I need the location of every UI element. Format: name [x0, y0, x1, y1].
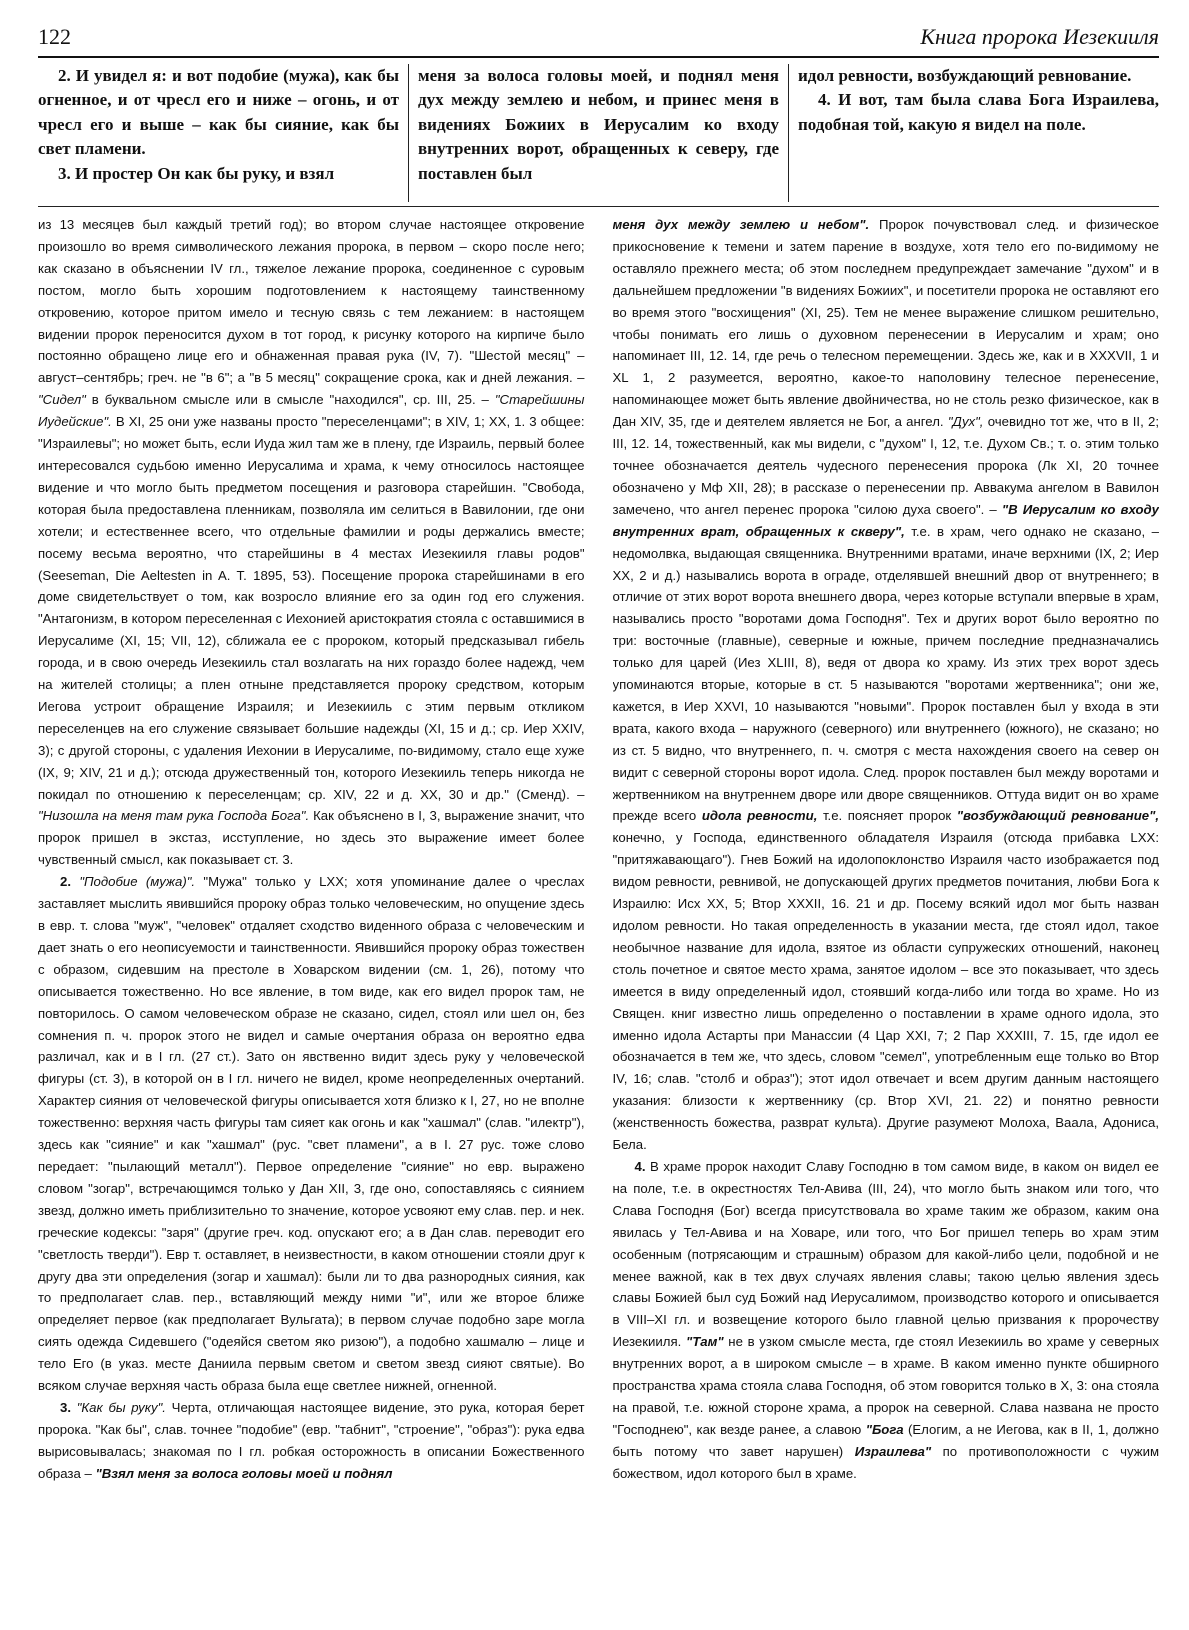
verse-3-middle: меня за волоса головы моей, и поднял меня дух между землею и небом, и принес меня в видениях Божиих в Иерусалим ко входу внутренних ворот, обращенных к северу, где поставлен был	[418, 66, 779, 183]
text-run: т.е. поясняет пророк	[822, 808, 952, 824]
scripture-column-1	[38, 64, 408, 202]
commentary-paragraph-verse-4	[613, 1156, 1160, 1485]
quote-run: "Подобие (мужа)".	[79, 874, 196, 890]
commentary-paragraph	[613, 214, 1160, 1156]
commentary-paragraph	[38, 214, 585, 871]
quote-run: Израилева"	[854, 1443, 932, 1459]
text-run: по противоположности с чужим божеством, идол которого был в храме.	[612, 1443, 1159, 1481]
text-run: (Елогим, а не Иегова, как в II, 1, должно быть потому что завет нарушен)	[612, 1421, 1159, 1459]
quote-run: "Сидел"	[38, 392, 86, 408]
page-number: 122	[38, 24, 71, 49]
commentary-column-right	[613, 214, 1160, 1614]
text-run: из 13 месяцев был каждый третий год); во втором случае настоящее откровение произошло во время символического лежания пророка, в первом – скоро после него; как сказано в объяснении IV гл., тяжелое лежание пророка, соединенное с суровым постом, могло быть хорошим подготовлением к настоящему таинственному откровению, которое притом имело и тесную связь с тем лежанием: в настоящем видении пророк переносится духом в тот город, к рисунку которого на кирпиче было постоянно обращено лице его и обнаженная правая рука (IV, 7). "Шестой месяц" – август–сентябрь; греч. не "в 6"; а "в 5 месяц" сокращение срока, как и дней лежания. –	[38, 217, 585, 386]
text-run: В храме пророк находит Славу Господню в том самом виде, в каком он видел ее на поле, т.е. в окрестностях Тел-Авива (III, 24), что могло быть знаком или того, что Слава Господня (Бог) всегда присутствовала во храме таким же образом, каким она явилась у Тел-Авива и на Ховаре, или того, что Бог пришел теперь во храм этим особенным (потрясающим и страшным) образом для какой-либо цели, подобной и не менее важной, как в тех двух случаях явления славы; такою целью явления здесь славы Божией был суд Божий над Иерусалимом, производство которого и описывается в VIII–XI гл. и возвещение которого было главной целью призвания к пророчеству Иезекииля.	[612, 1158, 1159, 1350]
verse-2: 2. И увидел я: и вот подобие (мужа), как бы огненное, и от чресл его и ниже – огонь, и от чресл его и выше – как бы сияние, как бы свет пламени.	[38, 66, 399, 159]
section-divider	[38, 206, 1159, 207]
scripture-column-2	[408, 64, 788, 202]
commentary-column-left	[38, 214, 585, 1614]
running-title: Книга пророка Иезекииля	[920, 24, 1159, 49]
quote-run: меня дух между землею и небом".	[612, 217, 870, 232]
quote-run: "Низошла на меня там рука Господа Бога".	[38, 808, 310, 824]
commentary-paragraph-verse-3	[38, 1397, 585, 1485]
text-run: т.е. в храм, чего однако не сказано, – недомолвка, выдающая священника. Внутренними вратами, иначе верхними (IX, 2; Иер XX, 2 и д.) назывались ворота в ограде, отделявшей внешний двор от внутреннего; в отличие от этих ворот ворота внешнего двора, через которые вступали впервые в храм, назывались просто "воротами дома Господня". Тех и других ворот было вероятно по три: восточные (главные), северные и южные, причем последние предназначались только для царей (Иез XLIII, 8), ведя от двора ко храму. Из этих трех ворот здесь упоминаются вторые, которые в ст. 5 называются "воротами жертвенника"; они же, кажется, в Иер XXVI, 10 называются "новыми". Пророк поставлен был у входа в эти врата, какого входа – наружного (северного) или внутреннего (южного), не сказано; но из ст. 5 видно, что внутреннего, п. ч. смотря с места нахождения своего на север он видит с северной стороны ворот идола. След. пророк поставлен был между воротами и жертвенником на внутреннем дворе или дворе священников. Оттуда видит он во храме прежде всего	[612, 523, 1159, 824]
quote-run: "Старейшины Иудейские".	[38, 392, 585, 430]
text-run: В XI, 25 они уже названы просто "переселенцами"; в XIV, 1; XX, 1. 3 общее: "Израилевы"; но может быть, если Иуда жил там же в плену, где Израиль, первый более интересовался судьбою именно Иерусалима и храма, к чему относилось настоящее видение и что могло быть предметом посещения и разговора старейшин. "Свобода, которая была предоставлена пленникам, позволяла им селиться в Вавилонии, где они хотели; и естественнее всего, что отдельные фамилии и роды держались вместе; посему весьма вероятно, что старейшины в 4 местах Иезекииля главы родов" (Seeseman, Die Aeltesten in A. T. 1895, 53). Посещение пророка старейшинами в его доме свидетельствует о том, как возросло влияние его за один год его служения. "Антагонизм, в котором переселенная с Иехонией аристократия стояла с оставшимися в Иерусалиме (XI, 15; VII, 12), сближала ее с пророком, который предсказывал гибель города, и в свою очередь Иезекииль стал возлагать на них гораздо более надежд, чем на жителей столицы; а плен отныне представляется пророку средством, которым Иегова устроит обращение Израиля; и Иезекииль с этим первым откликом переселенцев на его служение связывает большие надежды (XI, 15 и д.; ср. Иер XXIV, 3); с другой стороны, с удаления Иехонии в Иерусалиме, по-видимому, стало еще хуже (IX, 9; XIV, 21 и д.); отсюда дружественный тон, которого Иезекииль теперь никогда не покидал по отношению к переселенцам; ср. XIV, 22 и д. XX, 30 и др." (Сменд). –	[38, 414, 585, 802]
quote-run: "возбуждающий ревнование",	[956, 808, 1159, 824]
verse-4: 4. И вот, там была слава Бога Израилева, подобная той, какую я видел на поле.	[798, 90, 1159, 134]
text-run: Как объяснено в I, 3, выражение значит, что пророк пришел в экстаз, исступление, но здесь это выражение имеет более чувственный смысл, как показывает ст. 3.	[38, 808, 585, 868]
quote-run: "Бога	[865, 1421, 904, 1437]
quote-run: "Там"	[685, 1334, 724, 1350]
quote-run: "Дух",	[947, 414, 984, 430]
text-run: конечно, у Господа, единственного обладателя Израиля (отсюда прибавка LXX: "притяжавающаго"). Гнев Божий на идолопоклонство Израиля часто изображается под видом ревности, ревнивой, не допускающей других предметов почитания, любви Бога к Израилю: Исх XX, 5; Втор XXXII, 16. 21 и др. Посему всякий идол мог быть назван идолом ревности. Но такая определенность в указании места, где стоял идол, такое необычное название для идола, взятое из области супружеских отношений, наконец столь почетное и святое место храма, занятое идолом – все это показывает, что здесь имеется в виду определенный идол, стоявший когда-либо или тогда во храме. Но из Священ. книг известно лишь определенно о поставлении в храме одного идола, это именно идола Астарты при Манассии (4 Цар XXI, 7; 2 Пар XXXIII, 7. 15, где идол ее обозначается в тем же, что здесь, словом "семел", употребленным еще только во Втор IV, 16; слав. "столб и образ"); этот идол отвечает и всем другим данным настоящего указания: близости к жертвеннику (ср. Втор XVI, 21. 22) и понятно ревности (женственность божества, разврат культа). Другие разумеют Молоха, Ваала, Адониса, Бела.	[612, 830, 1159, 1153]
text-run: "Мужа" только у LXX; хотя упоминание далее о чреслах заставляет мыслить явившийся пророку образ только человеческим, но опущение здесь в евр. т. слова "муж", "человек" отдаляет сходство виденного образа с человеческим и дает знать о его неописуемости и таинственности. Явившийся пророку образ тожествен с образом, сидевшим на престоле в Ховарском видении (см. 1, 26), потому что описывается тожественно. Но все явление, в том виде, как его видел пророк там, не повторилось. О самом человеческом образе не сказано, сидел, стоял или шел он, без сомнения п. ч. пророк этого не видел и самые очертания образа он вероятно едва различал, как и в I гл. (27 ст.). Зато он явственно видит здесь руку у человеческой фигуры (ст. 3), в которой он в I гл. ничего не видел, кроме неопределенных очертаний. Характер сияния от человеческой фигуры описывается хотя близко к I, 27, но не вполне тожественно: верхняя часть фигуры там сияет как огонь и как "хашмал" (слав. "илектр"), здесь как "сияние" и как "хашмал" (рус. "свет пламени", а в I. 27 рус. тоже слово передает: "пылающий металл"). Первое определение "сияние" но евр. выражено словом "зогар", встречающимся только у Дан XII, 3, где оно, сопоставляясь с сиянием звезд, должно иметь приблизительно то значение, которое усвояют ему слав. пер. и нек. греческие кодексы: "заря" (другие греч. код. опускают его; а в Дан слав. переводит его "светлость тверди"). Евр т. оставляет, в неизвестности, в каком отношении стояли друг к другу два эти определения (зогар и хашмал): были ли то два разнородных сияния, как то предполагает слав. пер., вставляющий между ними "и", или же второе ближе определяет первое (как предполагает Вульгата); в первом случае подобно заре могла сиять одежда Сидевшего ("одеяйся светом яко ризою"), а подобно хашмалю – лице и тело Его (в указ. месте Даниила первым светом и светом звезд сияют святые). Во всяком случае верхняя часть образа была еще светлее нижней, огненной.	[38, 874, 585, 1394]
text-run: Пророк почувствовал след. и физическое прикосновение к темени и затем парение в воздухе, хотя тело его по-видимому не оставляло прежнего места; об этом последнем предупреждает замечание "духом" и в дальнейшем предложении "в видениях Божиих", и посетители пророка не оставляют его во время этого "восхищения" (XI, 25). Тем не менее выражение слишком решительно, чтобы понимать его лишь о духовном перенесении в Иерусалим и храм; оно напоминает III, 12. 14, где речь о телесном перемещении. Здесь же, как и в XXXVII, 1 и XL 1, 2 разумеется, вероятно, какое-то наполовину телесное перенесение, напоминающее может быть явление двойничества, но не столь резко физическое, как в Дан XIV, 35, где и деятелем является не Бог, а ангел.	[612, 217, 1159, 430]
text-run: очевидно тот же, что в II, 2; III, 12. 14, тожественный, как мы видели, с "духом" I, 12, т.е. Духом Св.; т. о. этим только точнее обозначается деятель чудесного перенесения пророка (Лк XI, 20 точнее обозначено у Мф XII, 28); в рассказе о перенесении пр. Аввакума ангелом в Вавилон замечено, что ангел перенес пророка "силою духа своего". –	[612, 414, 1159, 517]
verse-number: 4.	[634, 1158, 646, 1174]
commentary-paragraph-verse-2	[38, 871, 585, 1397]
quote-run: "В Иерусалим ко входу внутренних врат, обращенных к скверу",	[612, 501, 1159, 539]
quote-run: "Взял меня за волоса головы моей и поднял	[95, 1465, 393, 1481]
verse-3-end: идол ревности, возбуждающий ревнование.	[798, 66, 1132, 85]
text-run: в буквальном смысле или в смысле "находился", ср. III, 25. –	[91, 392, 489, 408]
page-header	[38, 22, 1159, 58]
verse-number: 3.	[60, 1399, 71, 1415]
quote-run: "Как бы руку".	[76, 1399, 166, 1415]
verse-3-start: 3. И простер Он как бы руку, и взял	[58, 163, 335, 183]
commentary	[38, 214, 1159, 1614]
scripture-column-3	[788, 64, 1159, 202]
scripture-text	[38, 64, 1159, 202]
text-run: Черта, отличающая настоящее видение, это рука, которая берет пророка. "Как бы", слав. точнее "подобие" (евр. "табнит", "строение", "образ"): рука едва вырисовывалась; знакомая по I гл. робкая осторожность в описании Божественного образа –	[38, 1399, 585, 1481]
verse-number: 2.	[60, 874, 71, 890]
text-run: не в узком смысле места, где стоял Иезекииль во храме у северных внутренних ворот, а в широком смысле – в храме. В каком именно пункте обширного пространства храма стояла слава Господня, об этом говорится только в X, 3: она стояла на правой, т.е. южной стороне храма, а пророк на северной. Слава названа не просто "Господнею", как везде ранее, а славою	[612, 1334, 1159, 1437]
quote-run: идола ревности,	[701, 808, 818, 824]
